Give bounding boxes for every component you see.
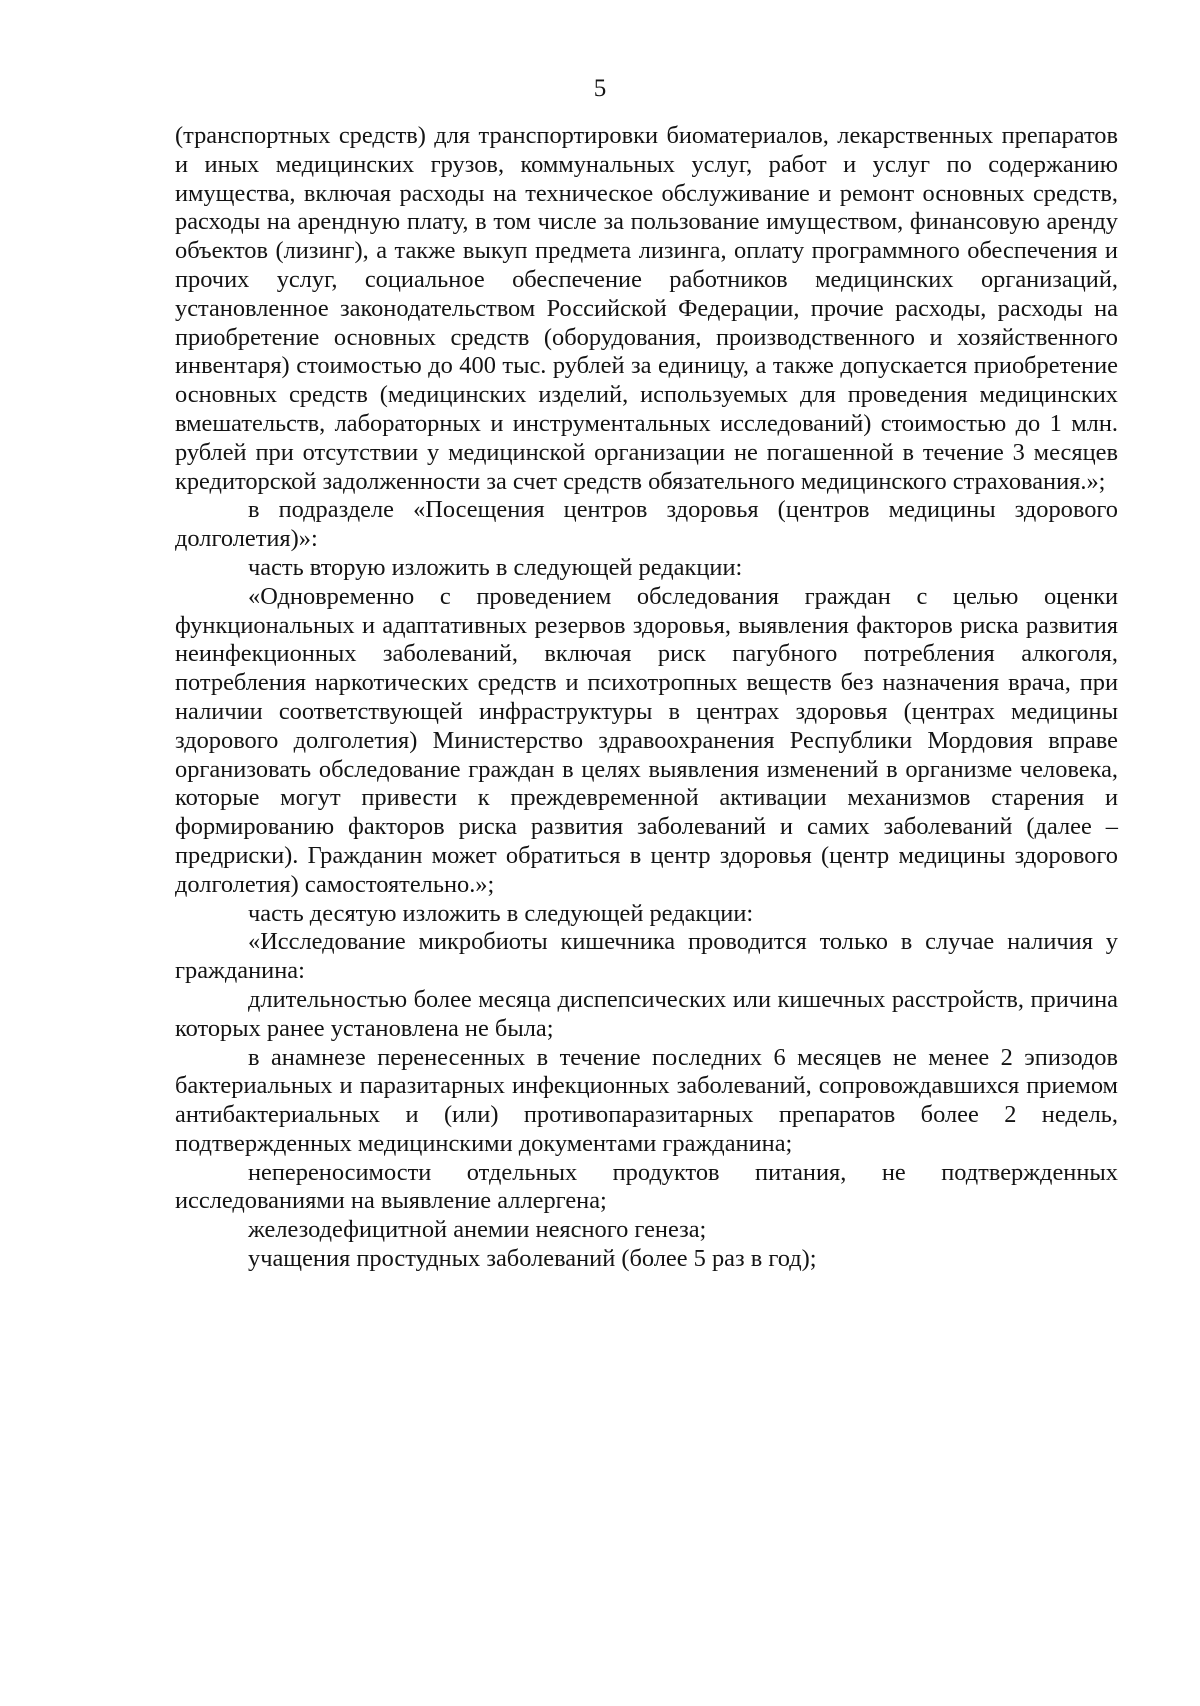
paragraph-part-ten-heading: часть десятую изложить в следующей редакции: (248, 899, 754, 927)
paragraph-part-two-text: «Одновременно с проведением обследования граждан с целью оценки функциональных и адаптативных резервов здоровья, выявления факторов риска развития неинфекционных заболеваний, включая риск пагубного потребления алкоголя, потребления наркотических средств и психотропных веществ без назначения врача, при наличии соответствующей инфраструктуры в центрах здоровья (центрах медицины здорового долголетия) Министерство здравоохранения Республики Мордовия вправе организовать обследование граждан в целях выявления изменений в организме человека, которые могут привести к преждевременной активации механизмов старения и формированию факторов риска развития заболеваний и самих заболеваний (далее – предриски). Гражданин может обратиться в центр здоровья (центр медицины здорового долголетия) самостоятельно.»; (175, 582, 1118, 898)
list-item-food-intolerance: непереносимости отдельных продуктов питания, не подтвержденных исследованиями на выявление аллергена; (175, 1158, 1118, 1215)
list-item-iron-deficiency-anemia: железодефицитной анемии неясного генеза; (248, 1216, 707, 1244)
paragraph-microbiota-intro: «Исследование микробиоты кишечника проводится только в случае наличия у гражданина: (175, 928, 1118, 985)
document-body (175, 122, 1118, 1274)
list-item-infection-episodes: в анамнезе перенесенных в течение последних 6 месяцев не менее 2 эпизодов бактериальных и паразитарных инфекционных заболеваний, сопровождавшихся приемом антибактериальных и (или) противопаразитарных препаратов более 2 недель, подтвержденных медицинскими документами гражданина; (175, 1043, 1118, 1157)
paragraph-health-centers-subsection: в подразделе «Посещения центров здоровья (центров медицины здорового долголетия)»: (175, 496, 1118, 553)
paragraph-part-two-heading: часть вторую изложить в следующей редакции: (248, 553, 743, 581)
paragraph-expenses-continuation: (транспортных средств) для транспортировки биоматериалов, лекарственных препаратов и иных медицинских грузов, коммунальных услуг, работ и услуг по содержанию имущества, включая расходы на техническое обслуживание и ремонт основных средств, расходы на арендную плату, в том числе за пользование имуществом, финансовую аренду объектов (лизинг), а также выкуп предмета лизинга, оплату программного обеспечения и прочих услуг, социальное обеспечение работников медицинских организаций, установленное законодательством Российской Федерации, прочие расходы, расходы на приобретение основных средств (оборудования, производственного и хозяйственного инвентаря) стоимостью до 400 тыс. рублей за единицу, а также допускается приобретение основных средств (медицинских изделий, используемых для проведения медицинских вмешательств, лабораторных и инструментальных исследований) стоимостью до 1 млн. рублей при отсутствии у медицинской организации не погашенной в течение 3 месяцев кредиторской задолженности за счет средств обязательного медицинского страхования.»; (175, 122, 1118, 495)
list-item-frequent-colds: учащения простудных заболеваний (более 5 раз в год); (248, 1245, 817, 1273)
list-item-dyspeptic-disorders: длительностью более месяца диспепсических или кишечных расстройств, причина которых ранее установлена не была; (175, 985, 1118, 1042)
page-number: 5 (593, 75, 607, 102)
